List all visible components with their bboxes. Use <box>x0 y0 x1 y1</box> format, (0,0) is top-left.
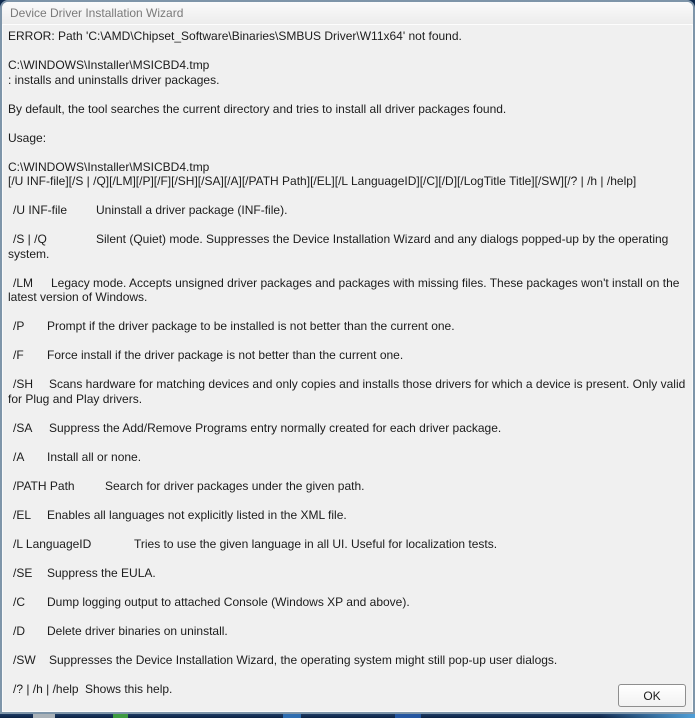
option-flag: /U INF-file <box>13 203 67 217</box>
option-row <box>8 421 687 436</box>
tool-path-line: C:\WINDOWS\Installer\MSICBD4.tmp <box>8 58 210 72</box>
usage-path-line: C:\WINDOWS\Installer\MSICBD4.tmp <box>8 159 210 174</box>
option-row <box>8 203 687 218</box>
option-flag: /S | /Q <box>13 232 47 246</box>
taskbar-segment <box>113 714 128 718</box>
option-desc: Prompt if the driver package to be installed is not better than the current one. <box>47 319 455 333</box>
option-desc: Dump logging output to attached Console (Windows XP and above). <box>47 594 410 609</box>
taskbar-segment <box>33 714 55 718</box>
option-row <box>8 276 687 305</box>
option-desc: Legacy mode. Accepts unsigned driver packages and packages with missing files. These packages won't install on the latest version of Windows. <box>8 275 680 304</box>
option-flag: /PATH Path <box>13 478 75 493</box>
option-row <box>8 319 687 334</box>
option-row <box>8 479 687 494</box>
option-desc: Install all or none. <box>47 449 142 464</box>
title-bar[interactable] <box>2 2 693 25</box>
usage-label: Usage: <box>8 130 47 145</box>
option-flag: /D <box>13 623 25 638</box>
option-row <box>8 537 687 552</box>
option-row <box>8 508 687 523</box>
usage-syntax-line: [/U INF-file][/S | /Q][/LM][/P][/F][/SH][/SA][/A][/PATH Path][/EL][/L LanguageID][/C][/D][/LogTitle Title][/SW][/? | /h | /help] <box>8 174 637 188</box>
window-title: Device Driver Installation Wizard <box>10 6 184 20</box>
option-flag: /SA <box>13 420 33 435</box>
dialog-content <box>2 25 693 696</box>
option-desc: Scans hardware for matching devices and only copies and installs those drivers for which a device is present. Only valid for Plug and Play drivers. <box>8 377 686 406</box>
option-desc: Search for driver packages under the given path. <box>105 478 365 493</box>
option-row <box>8 377 687 406</box>
option-flag: /? | /h | /help <box>13 681 79 696</box>
option-flag: /SH <box>13 377 34 391</box>
option-row <box>8 232 687 261</box>
taskbar-segment <box>283 714 301 718</box>
option-row <box>8 653 687 668</box>
options-list <box>8 203 687 696</box>
option-desc: Suppress the Add/Remove Programs entry normally created for each driver package. <box>49 420 502 435</box>
option-row <box>8 566 687 581</box>
ok-button[interactable]: OK <box>618 684 686 707</box>
option-desc: Force install if the driver package is not better than the current one. <box>47 348 404 362</box>
option-flag: /A <box>13 449 25 464</box>
option-row <box>8 595 687 610</box>
option-row <box>8 624 687 639</box>
option-desc: Suppress the EULA. <box>47 565 156 580</box>
option-row <box>8 450 687 465</box>
option-flag: /C <box>13 594 25 609</box>
usage-block <box>8 160 687 189</box>
option-desc: Tries to use the given language in all UI. Useful for localization tests. <box>134 536 498 551</box>
option-desc: Uninstall a driver package (INF-file). <box>96 203 288 217</box>
option-flag: /L LanguageID <box>13 536 92 551</box>
option-flag: /SW <box>13 652 36 667</box>
option-desc: Suppresses the Device Installation Wizard, the operating system might still pop-up user dialogs. <box>49 652 558 667</box>
error-line: ERROR: Path 'C:\AMD\Chipset_Software\Binaries\SMBUS Driver\W11x64' not found. <box>8 29 462 43</box>
taskbar-segment <box>395 714 421 718</box>
option-row <box>8 348 687 363</box>
option-desc: Silent (Quiet) mode. Suppresses the Device Installation Wizard and any dialogs popped-up by the operating system. <box>8 232 669 261</box>
default-behavior-line: By default, the tool searches the current directory and tries to install all driver packages found. <box>8 101 507 116</box>
option-flag: /SE <box>13 565 33 580</box>
tool-desc-line: : installs and uninstalls driver packages. <box>8 72 220 87</box>
option-flag: /LM <box>13 275 34 290</box>
option-desc: Shows this help. <box>85 681 173 696</box>
option-flag: /P <box>13 319 25 333</box>
taskbar-peek-strip <box>0 714 695 718</box>
option-flag: /EL <box>13 507 32 522</box>
option-desc: Delete driver binaries on uninstall. <box>47 623 228 638</box>
option-row <box>8 682 687 697</box>
option-flag: /F <box>13 348 24 362</box>
tool-description-block <box>8 58 687 87</box>
option-desc: Enables all languages not explicitly listed in the XML file. <box>47 507 347 522</box>
taskbar-segment <box>600 714 695 718</box>
